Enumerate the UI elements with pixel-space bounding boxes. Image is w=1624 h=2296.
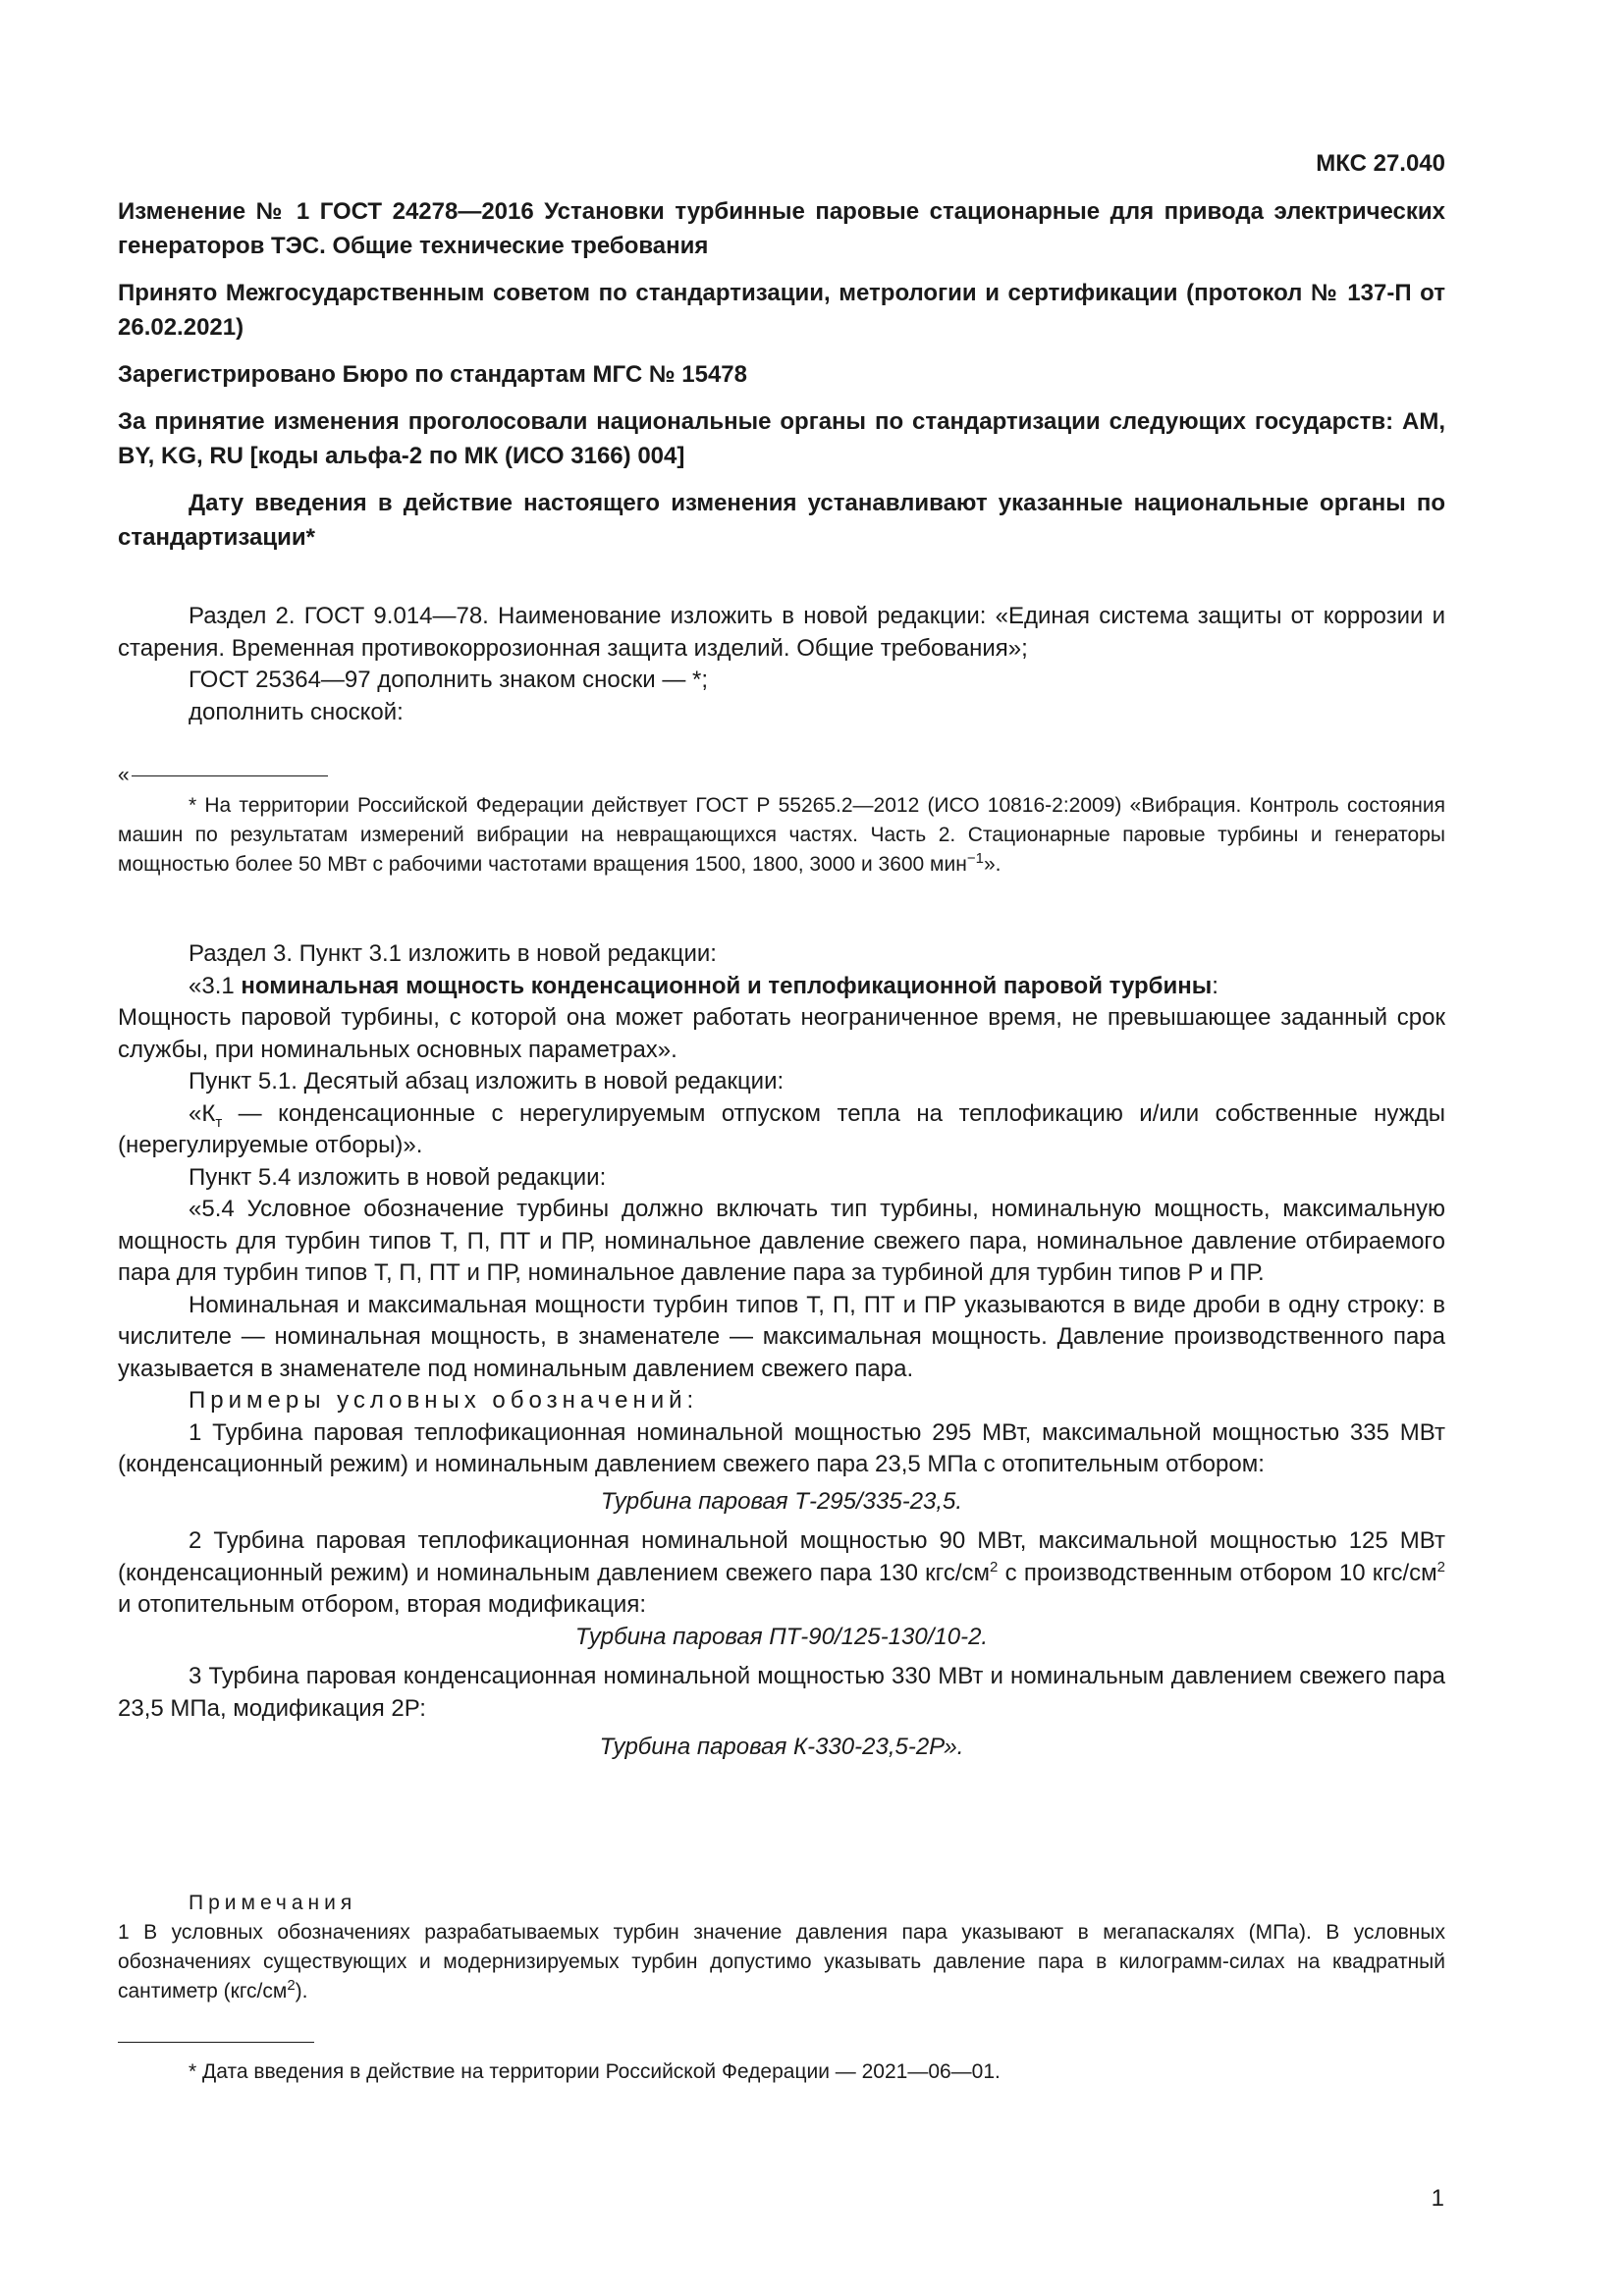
example-3-designation: Турбина паровая К-330-23,5-2Р». bbox=[599, 1734, 964, 1760]
example-1: 1 Турбина паровая теплофикационная номинальной мощностью 295 МВт, максимальной мощностью 335 МВт (конденсационный режим) и номинальным давлением свежего пара 23,5 МПа с отопительным отбором: bbox=[118, 1418, 1445, 1477]
example-2-part-a: 2 Турбина паровая теплофикационная номинальной мощностью 90 МВт, максимальной мощностью 125 МВт (конденсационный режим) и номинальным давлением свежего пара 130 кгс/см bbox=[118, 1527, 1445, 1586]
example-2-part-b: с производственным отбором 10 кгс/см bbox=[998, 1559, 1437, 1586]
kt-description: — конденсационные с нерегулируемым отпуском тепла на теплофикацию и/или собственные нужды (нерегулируемые отборы)». bbox=[118, 1099, 1445, 1158]
note-1 bbox=[118, 1918, 1445, 2006]
section-2-gost-9014: Раздел 2. ГОСТ 9.014—78. Наименование изложить в новой редакции: «Единая система защиты от коррозии и старения. Временная противокоррозионная защита изделий. Общие требования»; bbox=[118, 603, 1445, 662]
example-2-designation: Турбина паровая ПТ-90/125-130/10-2. bbox=[574, 1623, 989, 1650]
note-1-text: 1 В условных обозначениях разрабатываемых турбин значение давления пара указывают в мегапаскалях (МПа). В условных обозначениях существующих и модернизируемых турбин допустимо указывать давление пара в килограмм-силах на квадратный сантиметр (кгс/см bbox=[118, 1921, 1445, 2002]
kt-symbol: «К bbox=[189, 1099, 216, 1127]
clause-5-4-intro: Пункт 5.4 изложить в новой редакции: bbox=[189, 1163, 607, 1191]
adopted-statement: Принято Межгосударственным советом по стандартизации, метрологии и сертификации (протокол № 137-П от 26.02.2021) bbox=[118, 280, 1445, 341]
notes bbox=[118, 1889, 1445, 2006]
quote-open-mark: « bbox=[118, 764, 130, 786]
page-footnote bbox=[189, 2057, 1445, 2087]
minus-one-superscript: −1 bbox=[966, 850, 984, 867]
term-3-1-definition: Мощность паровой турбины, с которой она может работать неограниченное время, не превышающее заданный срок службы, при номинальных основных параметрах». bbox=[118, 1004, 1445, 1063]
term-3-1 bbox=[118, 971, 1445, 1003]
quoted-footnote-rule bbox=[118, 761, 1445, 790]
page-number: 1 bbox=[1431, 2185, 1444, 2212]
term-number: «3.1 bbox=[189, 972, 242, 999]
section-3 bbox=[118, 938, 1445, 1764]
quoted-footnote-text bbox=[118, 791, 1445, 880]
voting-statement: За принятие изменения проголосовали национальные органы по стандартизации следующих государств: AM, BY, KG, RU [коды альфа-2 по МК (ИСО 3166) 004] bbox=[118, 408, 1445, 469]
quoted-footnote-end: ». bbox=[983, 853, 1001, 876]
effective-date-statement: Дату введения в действие настоящего изменения устанавливают указанные национальные органы по стандартизации* bbox=[118, 490, 1445, 551]
section-2-add-footnote: дополнить сноской: bbox=[189, 698, 404, 725]
mks-code: МКС 27.040 bbox=[1316, 150, 1445, 177]
superscript-2: 2 bbox=[287, 1977, 296, 1994]
superscript-2: 2 bbox=[1436, 1558, 1445, 1575]
example-1-designation: Турбина паровая Т-295/335-23,5. bbox=[600, 1487, 963, 1515]
registration-statement: Зарегистрировано Бюро по стандартам МГС № 15478 bbox=[118, 361, 747, 388]
amendment-title: Изменение № 1 ГОСТ 24278—2016 Установки турбинные паровые стационарные для привода электрических генераторов ТЭС. Общие технические требования bbox=[118, 198, 1445, 259]
section-2-gost-25364: ГОСТ 25364—97 дополнить знаком сноски — *; bbox=[189, 667, 709, 693]
term-colon: : bbox=[1212, 972, 1218, 999]
header-block bbox=[118, 194, 1445, 555]
section-2 bbox=[118, 601, 1445, 728]
page-footnote-rule bbox=[118, 2042, 314, 2043]
footnote-rule bbox=[132, 775, 328, 776]
clause-5-1-intro: Пункт 5.1. Десятый абзац изложить в новой редакции: bbox=[189, 1068, 785, 1095]
section-3-intro: Раздел 3. Пункт 3.1 изложить в новой редакции: bbox=[189, 940, 717, 967]
example-2-part-c: и отопительным отбором, вторая модификация: bbox=[118, 1591, 646, 1618]
example-3: 3 Турбина паровая конденсационная номинальной мощностью 330 МВт и номинальным давлением свежего пара 23,5 МПа, модификация 2Р: bbox=[118, 1663, 1445, 1722]
note-1-end: ). bbox=[295, 1980, 308, 2002]
kt-subscript: т bbox=[215, 1113, 223, 1131]
examples-heading: Примеры условных обозначений: bbox=[189, 1387, 699, 1414]
example-2 bbox=[118, 1525, 1445, 1622]
clause-5-1-text bbox=[118, 1098, 1445, 1162]
notes-heading: Примечания bbox=[189, 1892, 357, 1914]
term-name: номинальная мощность конденсационной и теплофикационной паровой турбины bbox=[241, 972, 1213, 999]
superscript-2: 2 bbox=[990, 1558, 999, 1575]
quoted-footnote-body: * На территории Российской Федерации действует ГОСТ Р 55265.2—2012 (ИСО 10816-2:2009) «Вибрация. Контроль состояния машин по результатам измерений вибрации на невращающихся частях. Часть 2. Стационарные паровые турбины и генераторы мощностью более 50 МВт с рабочими частотами вращения 1500, 1800, 3000 и 3600 мин bbox=[118, 794, 1445, 876]
page-footnote-text: * Дата введения в действие на территории Российской Федерации — 2021—06—01. bbox=[189, 2060, 1001, 2083]
clause-5-4-text-2: Номинальная и максимальная мощности турбин типов Т, П, ПТ и ПР указываются в виде дроби в одну строку: в числителе — номинальная мощность, в знаменателе — максимальная мощность. Давление производственного пара указывается в знаменателе под номинальным давлением свежего пара. bbox=[118, 1291, 1445, 1382]
quoted-footnote bbox=[118, 791, 1445, 880]
clause-5-4-text: «5.4 Условное обозначение турбины должно включать тип турбины, номинальную мощность, максимальную мощность для турбин типов Т, П, ПТ и ПР, номинальное давление свежего пара, номинальное давление отбираемого пара для турбин типов Т, П, ПТ и ПР, номинальное давление пара за турбиной для турбин типов Р и ПР. bbox=[118, 1196, 1445, 1286]
